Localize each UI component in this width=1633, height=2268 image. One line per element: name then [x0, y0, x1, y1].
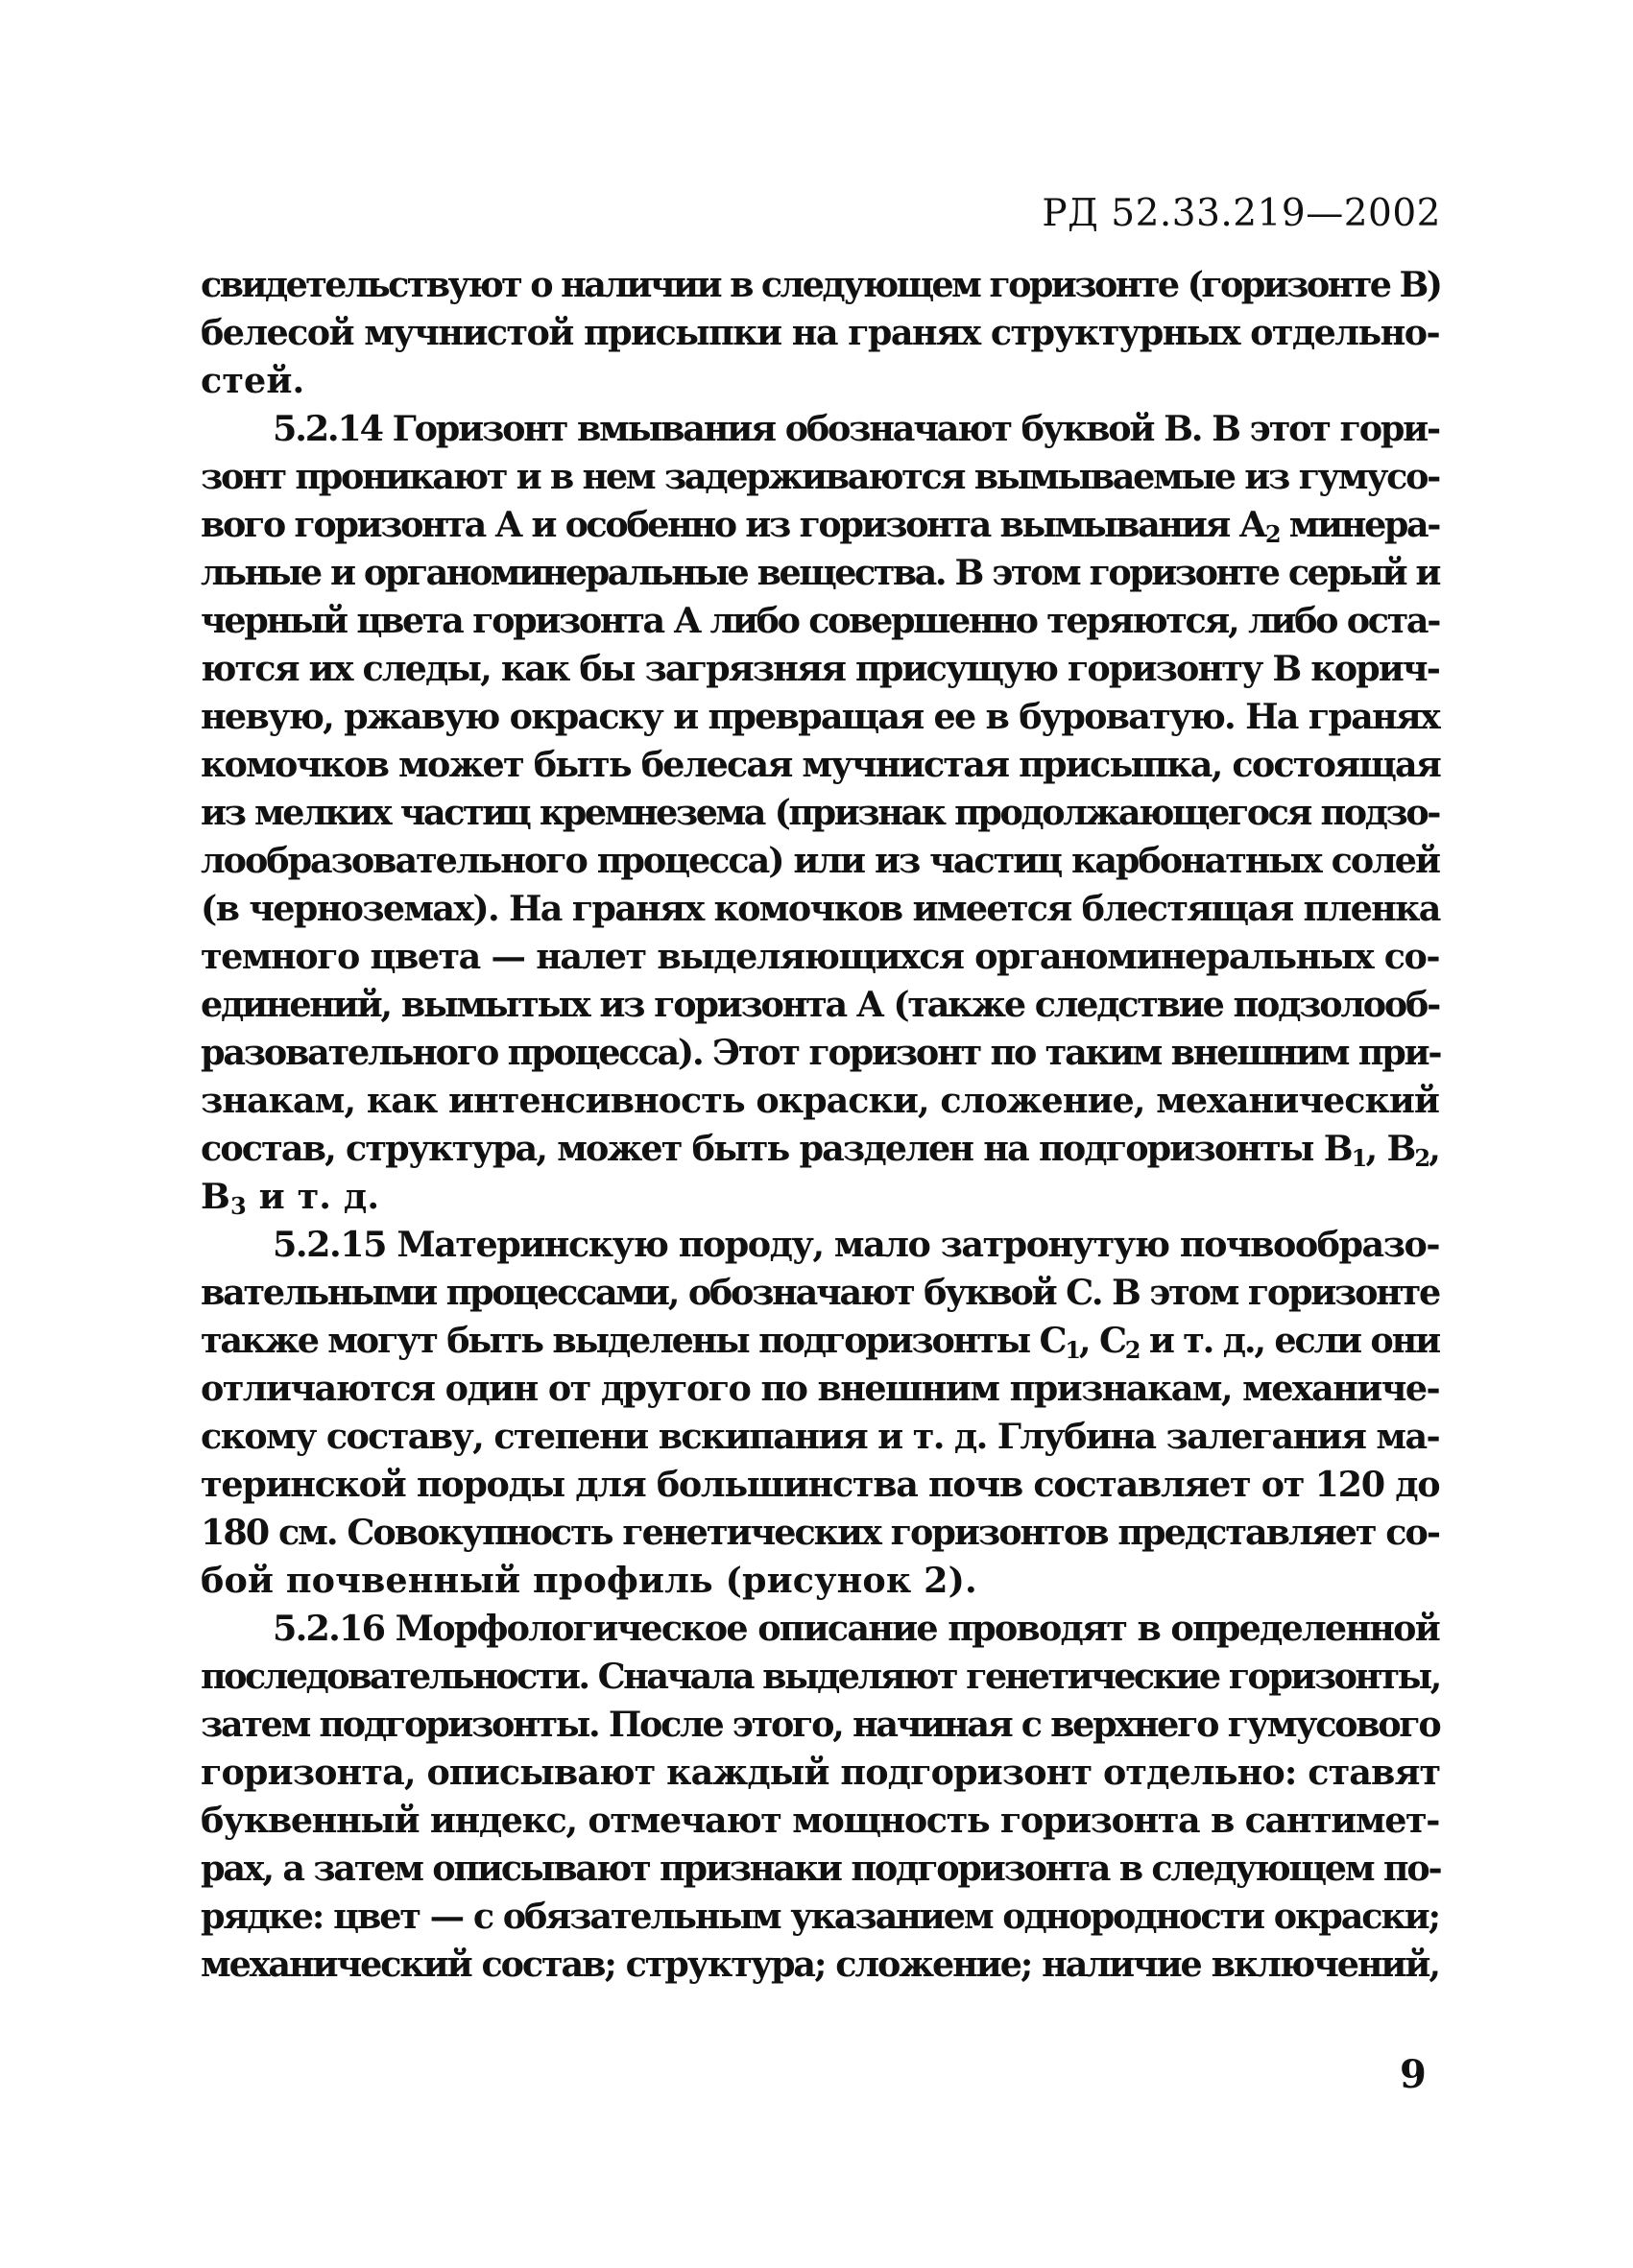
text-line: буквенный индекс, отмечают мощность горизонта в сантимет- — [201, 1800, 1439, 1841]
text-line: механический состав; структура; сложение; наличие включений, — [201, 1944, 1439, 1985]
text-line: единений, вымытых из горизонта А (также следствие подзолооб- — [201, 984, 1439, 1025]
text-line: ются их следы, как бы загрязняя присущую горизонту В корич- — [201, 648, 1439, 689]
text-line: комочков может быть белесая мучнистая присыпка, состоящая — [201, 744, 1441, 785]
paragraph-start-5-2-14: 5.2.14 Горизонт вмывания обозначают буквой В. В этот гори- — [273, 408, 1439, 449]
text-line: 180 см. Совокупность генетических горизонтов представляет со- — [201, 1512, 1439, 1553]
text-line: знакам, как интенсивность окраски, сложение, механический — [201, 1080, 1439, 1121]
text-line: черный цвета горизонта А либо совершенно теряются, либо оста- — [201, 600, 1439, 641]
text-line: рядке: цвет — с обязательным указанием однородности окраски; — [201, 1896, 1439, 1937]
body-text — [201, 261, 1439, 1989]
text-line: зонт проникают и в нем задерживаются вымываемые из гумусо- — [201, 456, 1439, 497]
text-line: невую, ржавую окраску и превращая ее в буроватую. На гранях — [201, 696, 1439, 737]
text-line: отличаются один от другого по внешним признакам, механиче- — [201, 1368, 1439, 1409]
text-line: свидетельствуют о наличии в следующем горизонте (горизонте В) — [201, 264, 1441, 305]
text-line: скому составу, степени вскипания и т. д. Глубина залегания ма- — [201, 1416, 1439, 1457]
text-line: вательными процессами, обозначают буквой С. В этом горизонте — [201, 1272, 1439, 1313]
text-line: белесой мучнистой присыпки на гранях структурных отдельно- — [201, 312, 1439, 353]
text-line: лообразовательного процесса) или из частиц карбонатных солей — [201, 840, 1439, 881]
document-code: РД 52.33.219—2002 — [1042, 192, 1441, 235]
text-line: $В_3$ и т. д. — [201, 1176, 380, 1220]
text-line: разовательного процесса). Этот горизонт по таким внешним при- — [201, 1032, 1441, 1073]
text-line: теринской породы для большинства почв составляет от 120 до — [201, 1464, 1440, 1505]
text-line: состав, структура, может быть разделен на подгоризонты $В_1$, $В_2$, — [201, 1128, 1440, 1172]
text-line: льные и органоминеральные вещества. В этом горизонте серый и — [201, 552, 1439, 593]
paragraph-start-5-2-15: 5.2.15 Материнскую породу, мало затронутую почвообразо- — [273, 1224, 1439, 1265]
text-line: горизонта, описывают каждый подгоризонт отдельно: ставят — [201, 1752, 1441, 1793]
text-line: рах, а затем описывают признаки подгоризонта в следующем по- — [201, 1848, 1441, 1889]
paragraph-start-5-2-16: 5.2.16 Морфологическое описание проводят в определенной — [273, 1608, 1439, 1649]
text-line: также могут быть выделены подгоризонты $С_1$, $С_2$ и т. д., если они — [201, 1320, 1439, 1364]
text-line: затем подгоризонты. После этого, начиная с верхнего гумусового — [201, 1704, 1440, 1745]
text-line: из мелких частиц кремнезема (признак продолжающегося подзо- — [201, 792, 1439, 833]
text-line: последовательности. Сначала выделяют генетические горизонты, — [201, 1656, 1440, 1697]
text-line: стей. — [201, 360, 305, 401]
text-line: (в черноземах). На гранях комочков имеется блестящая пленка — [201, 888, 1440, 929]
text-line: темного цвета — налет выделяющихся органоминеральных со- — [201, 936, 1439, 977]
text-line: бой почвенный профиль (рисунок 2). — [201, 1560, 977, 1601]
page-number: 9 — [1400, 2052, 1427, 2097]
text-line: вого горизонта А и особенно из горизонта вымывания $А_2$ минера- — [201, 504, 1440, 548]
